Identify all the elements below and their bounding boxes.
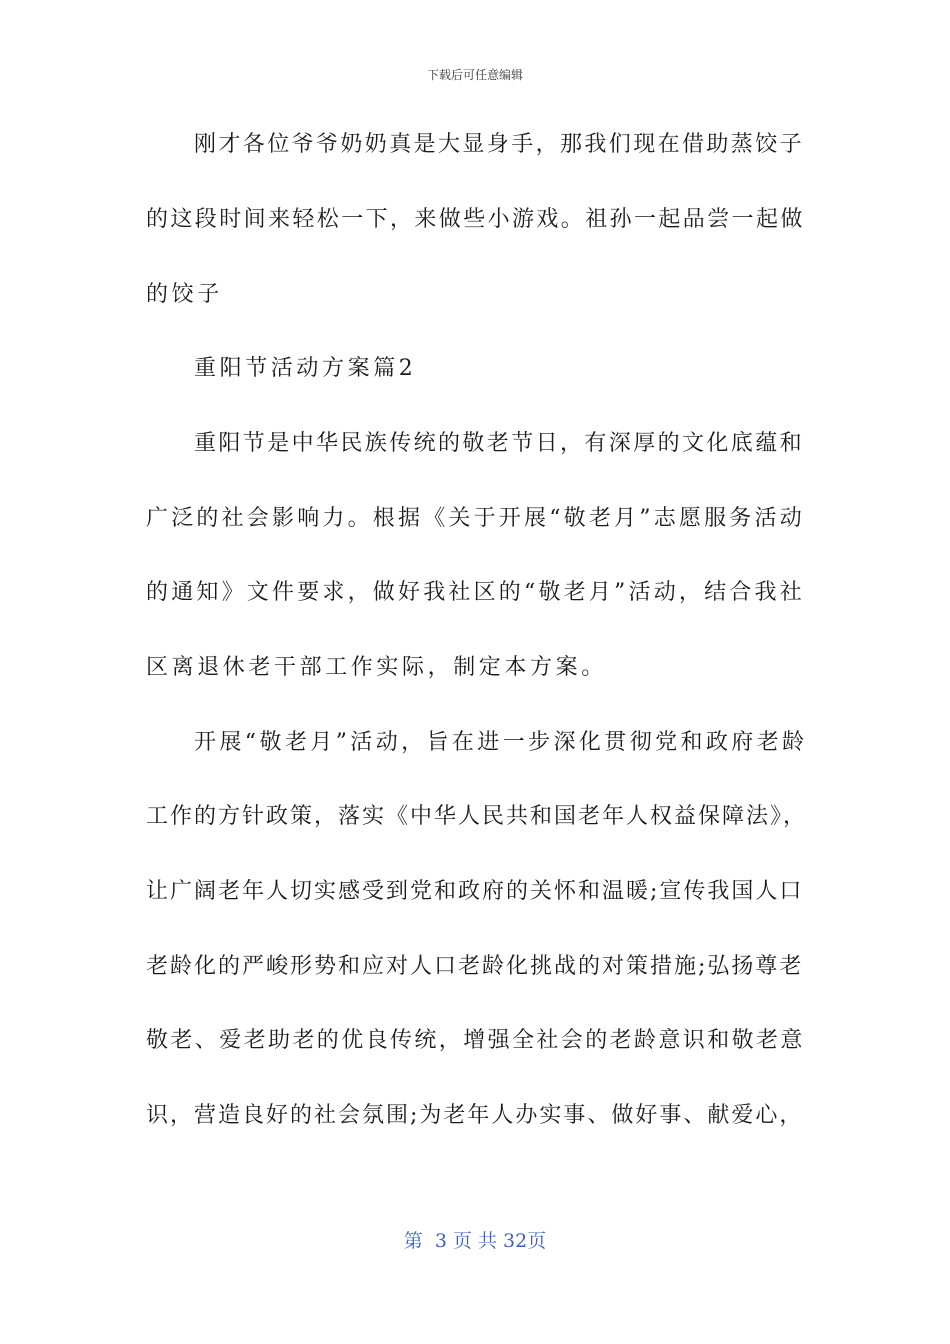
- body-line: 开展“敬老月”活动，旨在进一步深化贯彻党和政府老龄: [194, 730, 808, 755]
- body-line: 刚才各位爷爷奶奶真是大显身手，那我们现在借助蒸饺子: [194, 132, 805, 157]
- page-header-note: 下载后可任意编辑: [426, 68, 523, 82]
- body-line: 的饺子: [146, 282, 223, 307]
- body-line: 老龄化的严峻形势和应对人口老龄化挑战的对策措施;弘扬尊老: [146, 954, 804, 979]
- page-number-footer: 第 3 页 共 32页: [403, 1230, 547, 1252]
- body-line: 广泛的社会影响力。根据《关于开展“敬老月”志愿服务活动: [146, 506, 805, 531]
- body-line: 识，营造良好的社会氛围;为老年人办实事、做好事、献爱心，: [146, 1103, 804, 1128]
- body-line: 区离退休老干部工作实际，制定本方案。: [146, 655, 607, 680]
- body-line: 敬老、爱老助老的优良传统，增强全社会的老龄意识和敬老意: [146, 1028, 805, 1053]
- body-line: 重阳节是中华民族传统的敬老节日，有深厚的文化底蕴和: [194, 431, 805, 456]
- body-line: 工作的方针政策，落实《中华人民共和国老年人权益保障法》，: [146, 804, 808, 829]
- section-heading: 重阳节活动方案篇2: [194, 356, 417, 381]
- body-line: 的这段时间来轻松一下，来做些小游戏。祖孙一起品尝一起做: [146, 207, 805, 232]
- body-line: 让广阔老年人切实感受到党和政府的关怀和温暖;宣传我国人口: [146, 879, 804, 904]
- body-line: 的通知》文件要求，做好我社区的“敬老月”活动，结合我社: [146, 580, 805, 605]
